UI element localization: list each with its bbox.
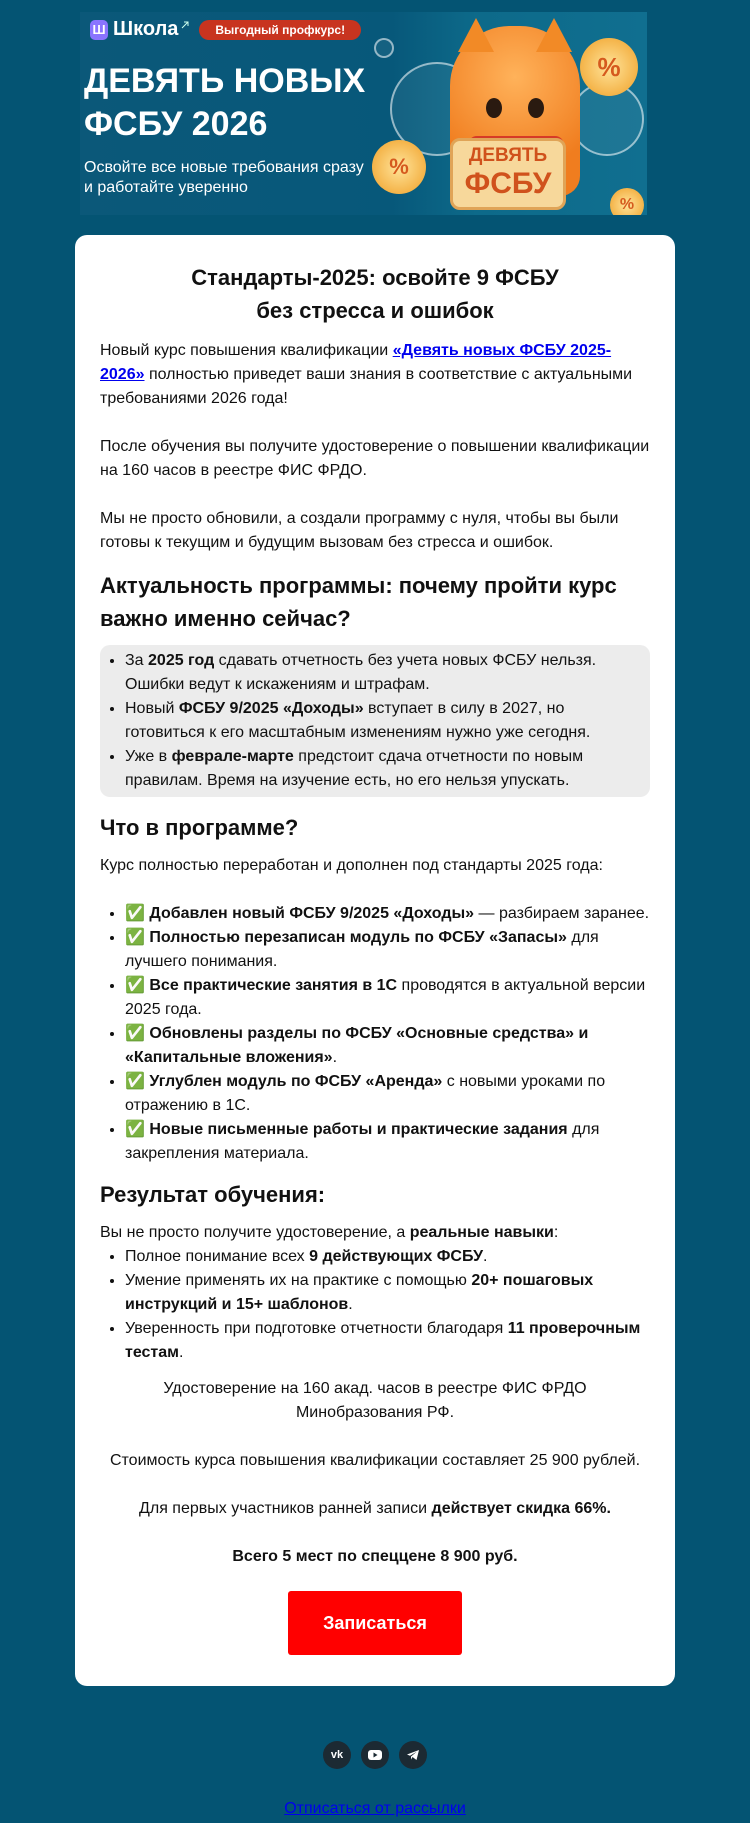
list-item: • ✅ Все практические занятия в 1С проводятся в актуальной версии 2025 года.	[125, 974, 650, 1022]
card-title-line1: Стандарты-2025: освойте 9 ФСБУ	[191, 265, 559, 290]
bubble-decoration	[374, 38, 394, 58]
youtube-play-icon	[368, 1750, 382, 1760]
logo-text: Школа	[113, 18, 179, 40]
cat-eye-right	[528, 98, 544, 118]
sign-line1: ДЕВЯТЬ	[468, 145, 548, 166]
intro-text: полностью приведет ваши знания в соответствие с актуальными требованиями 2026 года!	[100, 366, 633, 407]
result-lead: Вы не просто получите удостоверение, а реальные навыки:	[100, 1224, 559, 1241]
relevance-list	[100, 649, 640, 793]
list-item: • Умение применять их на практике с помощью 20+ пошаговых инструкций и 15+ шаблонов.	[125, 1269, 650, 1317]
fsbu-sign	[450, 138, 566, 210]
cat-eye-left	[486, 98, 502, 118]
list-item: • Уже в феврале-марте предстоит сдача отчетности по новым правилам. Время на изучение есть, но его нельзя упускать.	[125, 745, 640, 793]
list-item: • ✅ Обновлены разделы по ФСБУ «Основные средства» и «Капитальные вложения».	[125, 1022, 650, 1070]
program-paragraph: Мы не просто обновили, а создали программу с нуля, чтобы вы были готовы к текущим и будущим вызовам без стресса и ошибок.	[100, 510, 619, 551]
discount-text: Для первых участников ранней записи действует скидка 66%.	[139, 1500, 611, 1517]
vk-icon[interactable]	[323, 1741, 351, 1769]
program-lead: Курс полностью переработан и дополнен под стандарты 2025 года:	[100, 857, 603, 874]
list-item: • ✅ Углублен модуль по ФСБУ «Аренда» с новыми уроками по отражению в 1С.	[125, 1070, 650, 1118]
price-text: Стоимость курса повышения квалификации составляет 25 900 рублей.	[109, 1452, 641, 1469]
check-icon: ✅	[125, 1073, 145, 1090]
cat-illustration	[370, 12, 647, 215]
check-icon: ✅	[125, 977, 145, 994]
relevance-heading: Актуальность программы: почему пройти курс важно именно сейчас?	[100, 573, 617, 631]
result-list	[100, 1245, 650, 1365]
banner-headline-line1: ДЕВЯТЬ НОВЫХ	[84, 62, 366, 100]
list-item: • Новый ФСБУ 9/2025 «Доходы» вступает в силу в 2027, но готовиться к его масштабным изменениям нужно уже сегодня.	[125, 697, 640, 745]
school-logo[interactable]	[90, 18, 189, 41]
banner-subtitle: Освойте все новые требования сразу и работайте уверенно	[84, 159, 364, 196]
percent-coin-icon: %	[610, 188, 644, 215]
youtube-icon[interactable]	[361, 1741, 389, 1769]
logo-mark-icon: Ш	[90, 20, 108, 40]
certificate-paragraph: После обучения вы получите удостоверение о повышении квалификации на 160 часов в реестре ФИС ФРДО.	[100, 438, 650, 479]
check-icon: ✅	[125, 1025, 145, 1042]
intro-paragraph	[100, 339, 650, 411]
telegram-icon[interactable]	[399, 1741, 427, 1769]
promo-banner[interactable]	[80, 12, 647, 215]
card-title	[100, 261, 650, 327]
social-links	[0, 1741, 750, 1769]
cat-ear-left	[458, 18, 494, 52]
list-item: • Уверенность при подготовке отчетности благодаря 11 проверочным тестам.	[125, 1317, 650, 1365]
card-title-line2: без стресса и ошибок	[256, 298, 494, 323]
program-list	[100, 902, 650, 1166]
check-icon: ✅	[125, 1121, 145, 1138]
percent-coin-icon: %	[580, 38, 638, 96]
sign-line2: ФСБУ	[464, 167, 552, 200]
promo-badge: Выгодный профкурс!	[199, 20, 361, 40]
enroll-button[interactable]: Записаться	[288, 1591, 462, 1655]
banner-header	[90, 18, 361, 41]
banner-headline	[84, 60, 404, 146]
external-link-icon	[181, 21, 189, 29]
unsubscribe-link[interactable]: Отписаться от рассылки	[284, 1800, 466, 1817]
cat-ear-right	[536, 18, 572, 52]
check-icon: ✅	[125, 929, 145, 946]
list-item: • ✅ Добавлен новый ФСБУ 9/2025 «Доходы» — разбираем заранее.	[125, 902, 650, 926]
special-offer: Всего 5 мест по спеццене 8 900 руб.	[232, 1548, 518, 1565]
certificate-note: Удостоверение на 160 акад. часов в реестре ФИС ФРДО Минобразования РФ.	[163, 1380, 587, 1421]
program-heading: Что в программе?	[100, 815, 299, 840]
course-link[interactable]: «Девять новых ФСБУ 2025-2026»	[100, 342, 612, 383]
relevance-box	[100, 645, 650, 797]
content-card	[75, 235, 675, 1686]
check-icon: ✅	[125, 905, 145, 922]
banner-headline-line2: ФСБУ 2026	[84, 105, 268, 143]
list-item: • ✅ Полностью перезаписан модуль по ФСБУ «Запасы» для лучшего понимания.	[125, 926, 650, 974]
telegram-plane-icon	[406, 1749, 420, 1761]
vk-label: vk	[330, 1749, 344, 1761]
result-heading: Результат обучения:	[100, 1182, 326, 1207]
list-item: • ✅ Новые письменные работы и практические задания для закрепления материала.	[125, 1118, 650, 1166]
list-item: • За 2025 год сдавать отчетность без учета новых ФСБУ нельзя. Ошибки ведут к искажениям и штрафам.	[125, 649, 640, 697]
list-item: • Полное понимание всех 9 действующих ФСБУ.	[125, 1245, 650, 1269]
percent-coin-icon: %	[372, 140, 426, 194]
intro-text: Новый курс повышения квалификации	[100, 342, 393, 359]
